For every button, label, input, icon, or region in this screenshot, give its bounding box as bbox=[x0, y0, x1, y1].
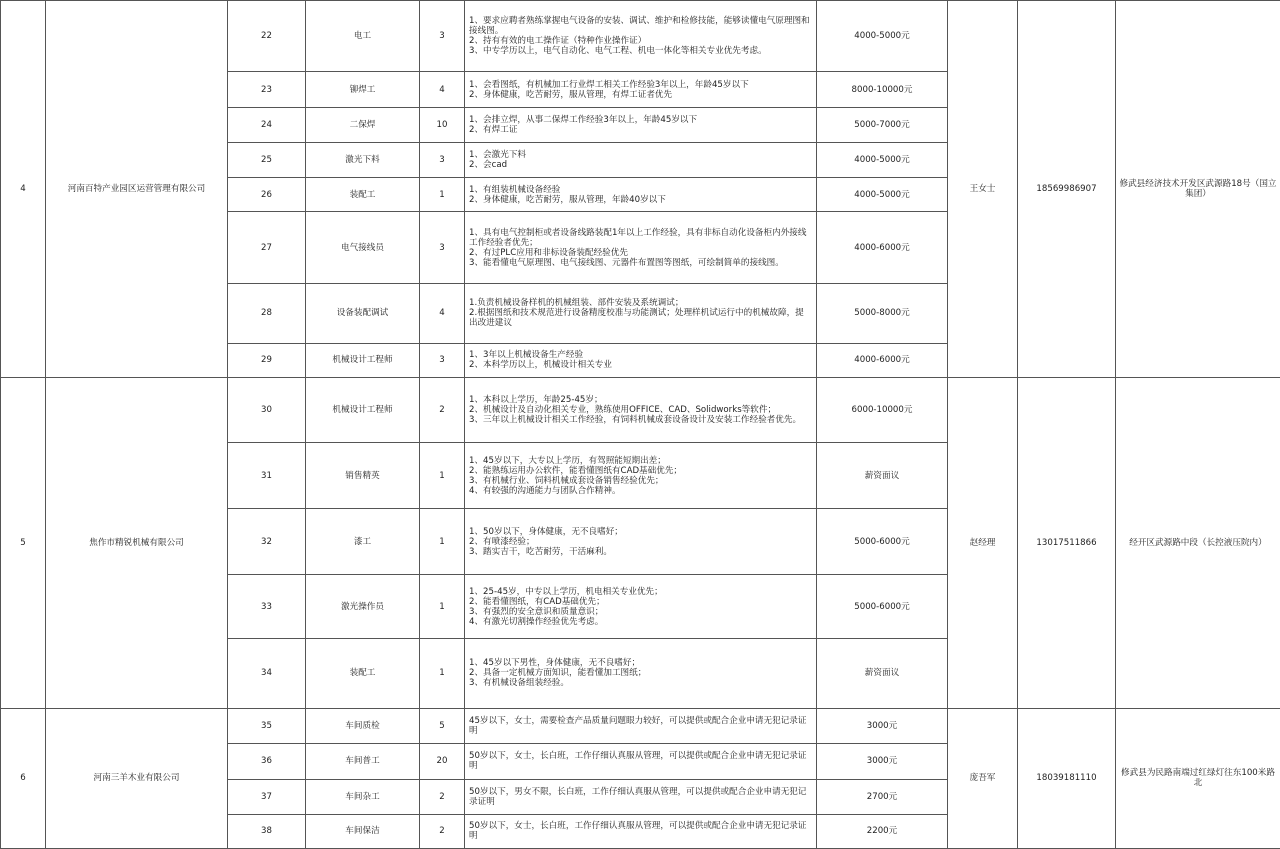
job-title-cell: 机械设计工程师 bbox=[306, 377, 420, 442]
job-salary-cell: 6000-10000元 bbox=[817, 377, 948, 442]
job-count-cell: 3 bbox=[420, 143, 465, 178]
job-title-cell: 销售精英 bbox=[306, 442, 420, 508]
job-requirements-cell: 1、会排立焊，从事二保焊工作经验3年以上，年龄45岁以下 2、有焊工证 bbox=[465, 108, 817, 143]
table-row bbox=[1, 377, 1280, 442]
job-id-cell: 29 bbox=[228, 343, 306, 377]
job-salary-cell: 薪资面议 bbox=[817, 639, 948, 708]
job-count-cell: 5 bbox=[420, 708, 465, 743]
job-count-cell: 1 bbox=[420, 442, 465, 508]
job-count-cell: 3 bbox=[420, 212, 465, 283]
job-title-cell: 漆工 bbox=[306, 509, 420, 575]
job-requirements-cell: 1、要求应聘者熟练掌握电气设备的安装、调试、维护和检修技能，能够读懂电气原理图和接线图。 2、持有有效的电工操作证（特种作业操作证） 3、中专学历以上，电气自动化、电气工程、机电一体化等相关专业优先考虑。 bbox=[465, 1, 817, 72]
job-id-cell: 37 bbox=[228, 779, 306, 814]
job-title-cell: 铆焊工 bbox=[306, 72, 420, 108]
job-title-cell: 车间普工 bbox=[306, 743, 420, 779]
table-row bbox=[1, 708, 1280, 743]
job-requirements-cell: 1、45岁以下男性，身体健康，无不良嗜好； 2、具备一定机械方面知识，能看懂加工图纸； 3、有机械设备组装经验。 bbox=[465, 639, 817, 708]
contact-phone-cell: 13017511866 bbox=[1018, 377, 1116, 708]
contact-person-cell: 赵经理 bbox=[948, 377, 1018, 708]
job-salary-cell: 4000-5000元 bbox=[817, 1, 948, 72]
job-salary-cell: 5000-6000元 bbox=[817, 575, 948, 639]
job-count-cell: 4 bbox=[420, 283, 465, 343]
job-requirements-cell: 1、45岁以下，大专以上学历，有驾照能短期出差； 2、能熟练运用办公软件，能看懂图纸有CAD基础优先； 3、有机械行业、饲料机械成套设备销售经验优先； 4、有较强的沟通能力与团队合作精神。 bbox=[465, 442, 817, 508]
job-id-cell: 31 bbox=[228, 442, 306, 508]
table-body bbox=[1, 1, 1280, 849]
contact-phone-cell: 18569986907 bbox=[1018, 1, 1116, 378]
job-id-cell: 23 bbox=[228, 72, 306, 108]
job-salary-cell: 5000-8000元 bbox=[817, 283, 948, 343]
job-id-cell: 35 bbox=[228, 708, 306, 743]
job-count-cell: 20 bbox=[420, 743, 465, 779]
contact-phone-cell: 18039181110 bbox=[1018, 708, 1116, 848]
job-count-cell: 1 bbox=[420, 639, 465, 708]
job-id-cell: 32 bbox=[228, 509, 306, 575]
job-salary-cell: 2700元 bbox=[817, 779, 948, 814]
job-id-cell: 30 bbox=[228, 377, 306, 442]
job-count-cell: 10 bbox=[420, 108, 465, 143]
company-index-cell: 6 bbox=[1, 708, 46, 848]
job-title-cell: 车间保洁 bbox=[306, 814, 420, 848]
job-count-cell: 2 bbox=[420, 779, 465, 814]
contact-person-cell: 王女士 bbox=[948, 1, 1018, 378]
job-title-cell: 装配工 bbox=[306, 178, 420, 212]
job-id-cell: 28 bbox=[228, 283, 306, 343]
company-name-cell: 河南百特产业园区运营管理有限公司 bbox=[46, 1, 228, 378]
job-requirements-cell: 1.负责机械设备样机的机械组装、部件安装及系统调试； 2.根据图纸和技术规范进行设备精度校准与功能测试；处理样机试运行中的机械故障，提出改进建议 bbox=[465, 283, 817, 343]
company-address-cell: 修武县为民路南端过红绿灯往东100米路北 bbox=[1116, 708, 1280, 848]
job-requirements-cell: 50岁以下，女士，长白班，工作仔细认真服从管理，可以提供或配合企业申请无犯记录证明 bbox=[465, 743, 817, 779]
job-salary-cell: 4000-5000元 bbox=[817, 143, 948, 178]
job-id-cell: 36 bbox=[228, 743, 306, 779]
job-requirements-cell: 50岁以下，男女不限，长白班，工作仔细认真服从管理，可以提供或配合企业申请无犯记录证明 bbox=[465, 779, 817, 814]
job-id-cell: 25 bbox=[228, 143, 306, 178]
job-requirements-cell: 1、会激光下料 2、会cad bbox=[465, 143, 817, 178]
job-id-cell: 38 bbox=[228, 814, 306, 848]
job-title-cell: 车间杂工 bbox=[306, 779, 420, 814]
job-requirements-cell: 50岁以下，女士，长白班，工作仔细认真服从管理，可以提供或配合企业申请无犯记录证明 bbox=[465, 814, 817, 848]
job-requirements-cell: 1、具有电气控制柜或者设备线路装配1年以上工作经验，具有非标自动化设备柜内外接线工作经验者优先； 2、有过PLC应用和非标设备装配经验优先 3、能看懂电气原理图、电气接线图、元器件布置图等图纸，可绘制简单的接线图。 bbox=[465, 212, 817, 283]
job-requirements-cell: 1、会看图纸，有机械加工行业焊工相关工作经验3年以上，年龄45岁以下 2、身体健康，吃苦耐劳，服从管理，有焊工证者优先 bbox=[465, 72, 817, 108]
job-id-cell: 34 bbox=[228, 639, 306, 708]
job-count-cell: 1 bbox=[420, 575, 465, 639]
company-index-cell: 5 bbox=[1, 377, 46, 708]
company-address-cell: 修武县经济技术开发区武源路18号（国立集团） bbox=[1116, 1, 1280, 378]
job-salary-cell: 8000-10000元 bbox=[817, 72, 948, 108]
job-requirements-cell: 1、有组装机械设备经验 2、身体健康，吃苦耐劳，服从管理，年龄40岁以下 bbox=[465, 178, 817, 212]
job-salary-cell: 3000元 bbox=[817, 743, 948, 779]
job-id-cell: 33 bbox=[228, 575, 306, 639]
job-salary-cell: 5000-7000元 bbox=[817, 108, 948, 143]
job-title-cell: 激光下料 bbox=[306, 143, 420, 178]
job-requirements-cell: 1、本科以上学历，年龄25-45岁； 2、机械设计及自动化相关专业，熟练使用OFFICE、CAD、Solidworks等软件； 3、三年以上机械设计相关工作经验，有饲料机械成套设备设计及安装工作经验者优先。 bbox=[465, 377, 817, 442]
job-requirements-cell: 1、3年以上机械设备生产经验 2、本科学历以上，机械设计相关专业 bbox=[465, 343, 817, 377]
company-name-cell: 河南三羊木业有限公司 bbox=[46, 708, 228, 848]
job-salary-cell: 2200元 bbox=[817, 814, 948, 848]
job-requirements-cell: 1、25-45岁，中专以上学历，机电相关专业优先； 2、能看懂图纸，有CAD基础优先； 3、有强烈的安全意识和质量意识； 4、有激光切割操作经验优先考虑。 bbox=[465, 575, 817, 639]
job-id-cell: 26 bbox=[228, 178, 306, 212]
job-count-cell: 3 bbox=[420, 1, 465, 72]
job-id-cell: 27 bbox=[228, 212, 306, 283]
company-index-cell: 4 bbox=[1, 1, 46, 378]
job-salary-cell: 4000-6000元 bbox=[817, 343, 948, 377]
job-title-cell: 电工 bbox=[306, 1, 420, 72]
job-id-cell: 24 bbox=[228, 108, 306, 143]
job-requirements-cell: 1、50岁以下，身体健康，无不良嗜好； 2、有喷漆经验； 3、踏实吉干，吃苦耐劳，干活麻利。 bbox=[465, 509, 817, 575]
job-requirements-cell: 45岁以下，女士，需要检查产品质量问题眼力较好，可以提供或配合企业申请无犯记录证明 bbox=[465, 708, 817, 743]
job-count-cell: 3 bbox=[420, 343, 465, 377]
job-salary-cell: 4000-6000元 bbox=[817, 212, 948, 283]
job-title-cell: 电气接线员 bbox=[306, 212, 420, 283]
company-name-cell: 焦作市精锐机械有限公司 bbox=[46, 377, 228, 708]
job-count-cell: 1 bbox=[420, 509, 465, 575]
company-address-cell: 经开区武源路中段（长控液压院内） bbox=[1116, 377, 1280, 708]
job-title-cell: 激光操作员 bbox=[306, 575, 420, 639]
job-title-cell: 车间质检 bbox=[306, 708, 420, 743]
job-salary-cell: 5000-6000元 bbox=[817, 509, 948, 575]
job-count-cell: 4 bbox=[420, 72, 465, 108]
job-title-cell: 装配工 bbox=[306, 639, 420, 708]
job-count-cell: 1 bbox=[420, 178, 465, 212]
job-count-cell: 2 bbox=[420, 377, 465, 442]
table-row bbox=[1, 1, 1280, 72]
contact-person-cell: 庞吾军 bbox=[948, 708, 1018, 848]
job-salary-cell: 薪资面议 bbox=[817, 442, 948, 508]
job-title-cell: 机械设计工程师 bbox=[306, 343, 420, 377]
job-salary-cell: 3000元 bbox=[817, 708, 948, 743]
job-id-cell: 22 bbox=[228, 1, 306, 72]
job-title-cell: 二保焊 bbox=[306, 108, 420, 143]
job-title-cell: 设备装配调试 bbox=[306, 283, 420, 343]
job-count-cell: 2 bbox=[420, 814, 465, 848]
job-salary-cell: 4000-5000元 bbox=[817, 178, 948, 212]
